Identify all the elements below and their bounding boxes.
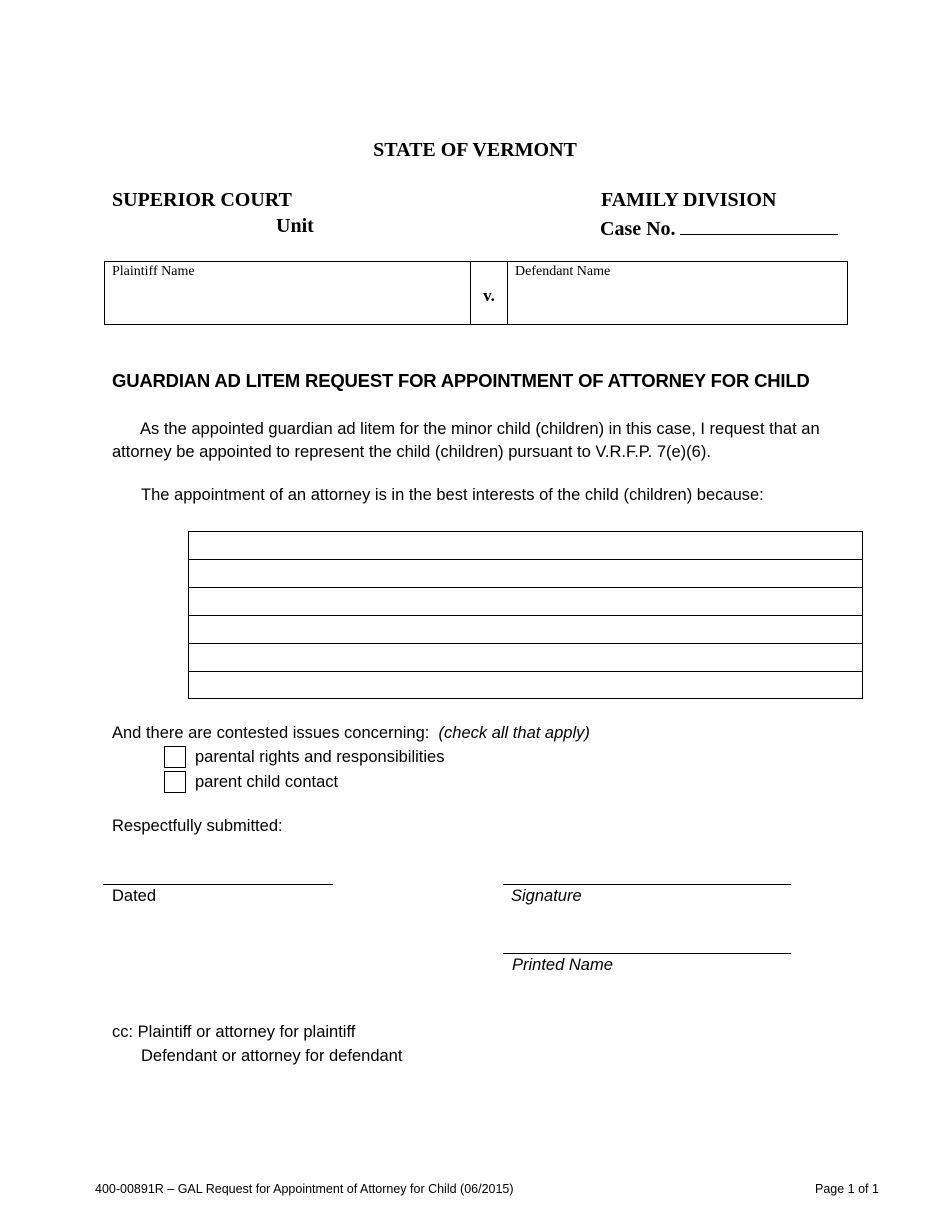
parental-rights-checkbox[interactable] bbox=[164, 746, 186, 768]
case-number bbox=[600, 215, 838, 241]
cc-defendant: Defendant or attorney for defendant bbox=[141, 1047, 403, 1065]
signature-label: Signature bbox=[511, 887, 582, 905]
versus-label: v. bbox=[483, 286, 495, 305]
reason-line[interactable] bbox=[189, 588, 862, 616]
printed-name-field[interactable] bbox=[503, 953, 791, 954]
best-interest-paragraph: The appointment of an attorney is in the best interests of the child (children) because: bbox=[141, 486, 764, 504]
contested-issues-lead bbox=[112, 724, 590, 743]
reason-line[interactable] bbox=[189, 644, 862, 672]
reason-line[interactable] bbox=[189, 616, 862, 644]
printed-name-label: Printed Name bbox=[512, 956, 613, 974]
reason-line[interactable] bbox=[189, 560, 862, 588]
request-paragraph bbox=[112, 418, 852, 464]
signature-field[interactable] bbox=[503, 884, 791, 885]
division-heading: FAMILY DIVISION bbox=[601, 189, 777, 211]
defendant-name-field[interactable] bbox=[508, 262, 847, 324]
case-number-label: Case No. bbox=[600, 218, 676, 240]
case-caption-table bbox=[104, 261, 848, 325]
form-id-footer: 400-00891R – GAL Request for Appointment of Attorney for Child (06/2015) bbox=[95, 1182, 514, 1196]
request-text: As the appointed guardian ad litem for the minor child (children) in this case, I request that an attorney be appointed to represent the child (children) pursuant to V.R.F.P. 7(e)(6). bbox=[112, 420, 820, 461]
versus-cell bbox=[471, 262, 508, 324]
page-number: Page 1 of 1 bbox=[815, 1182, 879, 1196]
form-title: GUARDIAN AD LITEM REQUEST FOR APPOINTMENT OF ATTORNEY FOR CHILD bbox=[112, 370, 810, 391]
contested-hint: (check all that apply) bbox=[438, 724, 590, 742]
unit-label: Unit bbox=[276, 215, 314, 237]
closing-text: Respectfully submitted: bbox=[112, 817, 283, 835]
parent-child-contact-checkbox[interactable] bbox=[164, 771, 186, 793]
contested-lead-text: And there are contested issues concerning: bbox=[112, 724, 430, 742]
parent-child-contact-label: parent child contact bbox=[195, 772, 339, 791]
state-heading: STATE OF VERMONT bbox=[373, 139, 577, 161]
cc-plaintiff: cc: Plaintiff or attorney for plaintiff bbox=[112, 1023, 356, 1041]
parental-rights-label: parental rights and responsibilities bbox=[195, 747, 445, 766]
option-parent-child-contact bbox=[164, 771, 338, 793]
defendant-name-label: Defendant Name bbox=[515, 264, 611, 279]
dated-field[interactable] bbox=[103, 884, 333, 885]
option-parental-rights bbox=[164, 746, 444, 768]
reasons-box bbox=[188, 531, 863, 699]
dated-label: Dated bbox=[112, 887, 157, 905]
plaintiff-name-label: Plaintiff Name bbox=[112, 264, 195, 279]
plaintiff-name-field[interactable] bbox=[105, 262, 471, 324]
reason-line[interactable] bbox=[189, 672, 862, 700]
case-number-field[interactable] bbox=[680, 215, 838, 235]
reason-line[interactable] bbox=[189, 532, 862, 560]
court-heading: SUPERIOR COURT bbox=[112, 189, 292, 211]
